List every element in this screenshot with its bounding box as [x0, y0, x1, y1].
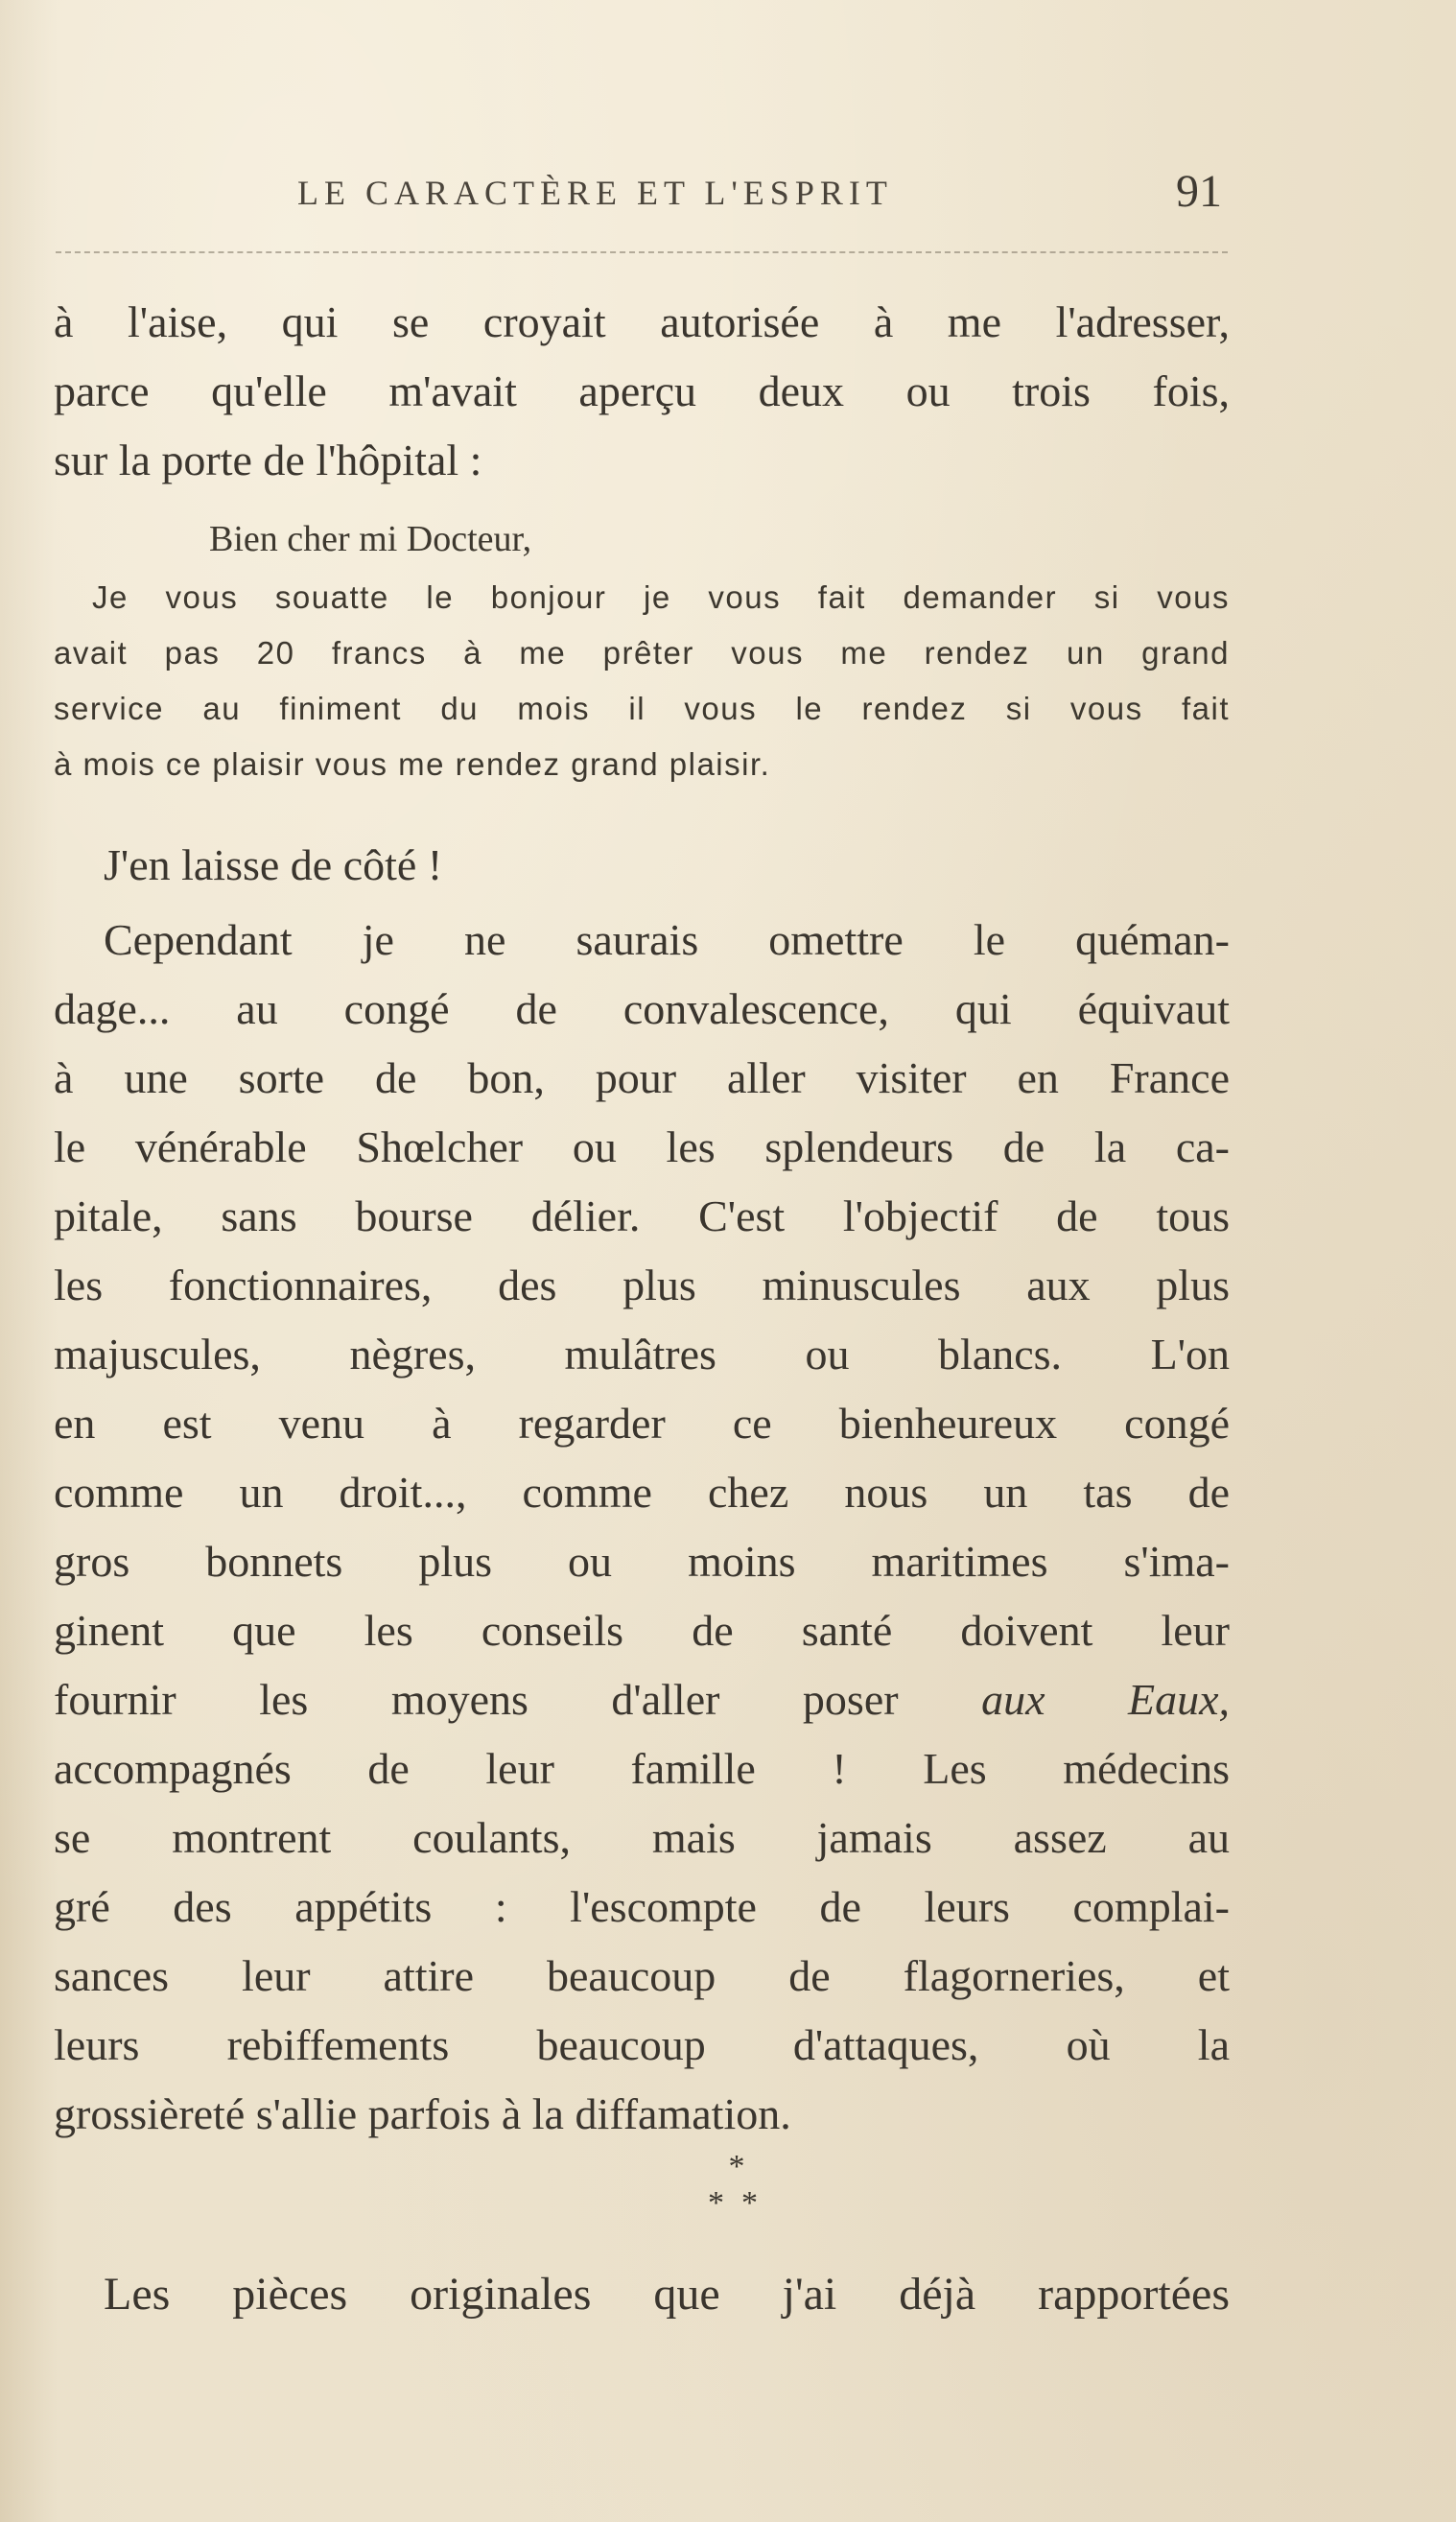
text-line: comme un droit..., comme chez nous un tas de: [54, 1468, 1230, 1517]
text-line: dage... au congé de convalescence, qui équivaut: [54, 984, 1230, 1033]
text-line: les fonctionnaires, des plus minuscules aux plus: [54, 1261, 1230, 1309]
text-line: se montrent coulants, mais jamais assez au: [54, 1813, 1230, 1862]
closing-line: Les pièces originales que j'ai déjà rapportées: [104, 2269, 1230, 2320]
page-number: 91: [1176, 166, 1222, 217]
letter-salutation: Bien cher mi Docteur,: [209, 519, 532, 559]
letter-line: avait pas 20 francs à me prêter vous me rendez un grand: [54, 635, 1230, 671]
text-line: à une sorte de bon, pour aller visiter en France: [54, 1053, 1230, 1102]
text-line: pitale, sans bourse délier. C'est l'objectif de tous: [54, 1191, 1230, 1240]
letter-line: à mois ce plaisir vous me rendez grand plaisir.: [54, 746, 771, 782]
text-line: grossièreté s'allie parfois à la diffamation.: [54, 2089, 791, 2138]
text-line: parce qu'elle m'avait aperçu deux ou trois fois,: [54, 366, 1230, 415]
quoted-letter: [54, 508, 1230, 792]
intro-paragraph: [54, 288, 1230, 495]
text-line: accompagnés de leur famille ! Les médecins: [54, 1744, 1230, 1793]
text-line: gré des appétits : l'escompte de leurs complai-: [54, 1882, 1230, 1931]
running-head: LE CARACTÈRE ET L'ESPRIT: [297, 174, 893, 212]
main-paragraph: [54, 906, 1230, 2149]
text-line: sur la porte de l'hôpital :: [54, 436, 482, 484]
body-text: [54, 288, 1230, 2149]
letter-line: Je vous souatte le bonjour je vous fait demander si vous: [92, 579, 1230, 615]
text-line: Cependant je ne saurais omettre le quéman-: [104, 915, 1230, 964]
short-paragraph: [54, 831, 1230, 900]
text-line: le vénérable Shœlcher ou les splendeurs de la ca-: [54, 1122, 1230, 1171]
text-line: J'en laisse de côté !: [104, 840, 443, 889]
text-line: sances leur attire beaucoup de flagorneries, et: [54, 1951, 1230, 2000]
page-header: [0, 165, 1456, 223]
asterism-top: *: [728, 2149, 745, 2184]
text-line: majuscules, nègres, mulâtres ou blancs. L'on: [54, 1330, 1230, 1379]
text-line: leurs rebiffements beaucoup d'attaques, où la: [54, 2020, 1230, 2069]
text-line: ginent que les conseils de santé doivent leur: [54, 1606, 1230, 1655]
letter-line: service au finiment du mois il vous le rendez si vous fait: [54, 691, 1230, 726]
text-fragment: fournir les moyens d'aller poser: [54, 1675, 899, 1724]
asterism-bottom: **: [708, 2185, 775, 2221]
asterism-separator: [0, 2149, 1456, 2222]
text-line: en est venu à regarder ce bienheureux congé: [54, 1399, 1230, 1448]
text-line: à l'aise, qui se croyait autorisée à me l'adresser,: [54, 297, 1230, 346]
italic-phrase: aux Eaux,: [981, 1675, 1230, 1724]
text-line-with-italic: [54, 1665, 1230, 1734]
text-line: gros bonnets plus ou moins maritimes s'ima-: [54, 1537, 1230, 1586]
header-rule: [56, 251, 1228, 253]
